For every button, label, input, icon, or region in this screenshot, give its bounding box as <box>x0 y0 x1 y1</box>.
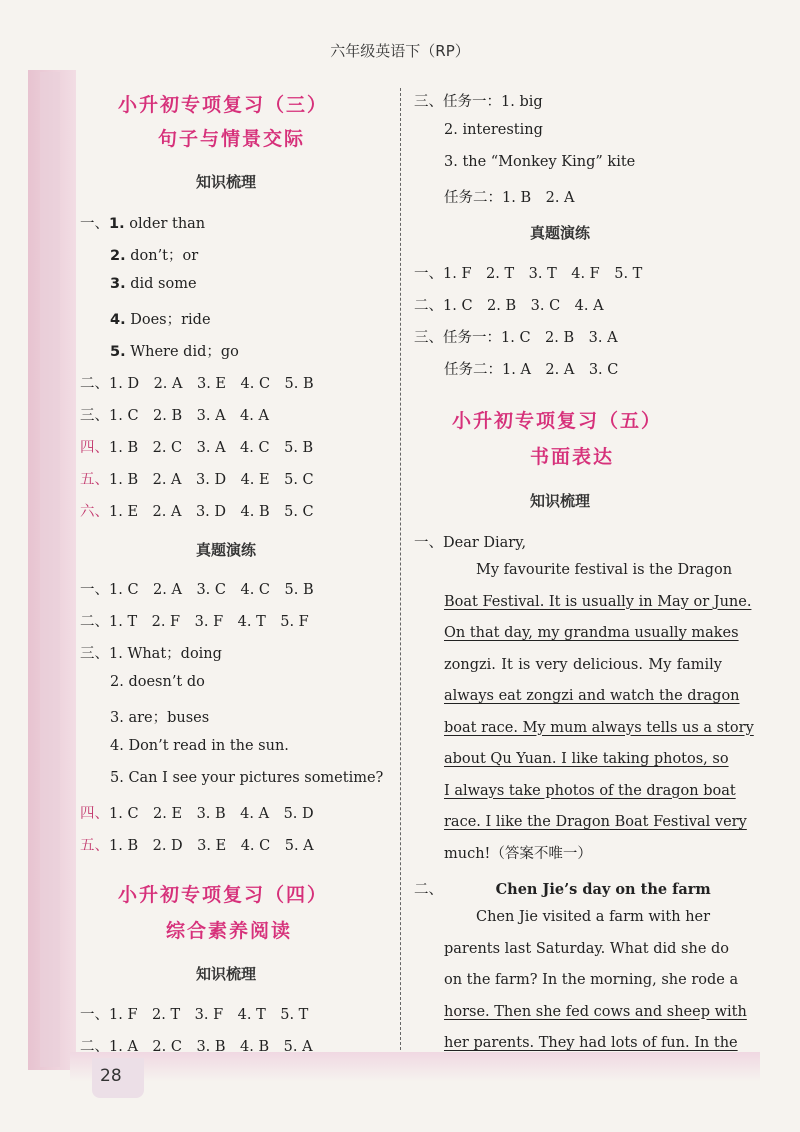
answer-line: 二、 Chen Jie’s day on the farm <box>414 881 711 898</box>
section-title-4: 小升初专项复习（四） <box>118 884 329 906</box>
essay-line: zongzi. It is very delicious. My family <box>444 656 722 673</box>
section-subtitle-3: 句子与情景交际 <box>158 128 306 150</box>
answer-line: 3. did some <box>110 276 197 292</box>
answer-line: 2. don’t；or <box>110 248 199 264</box>
heading-knowledge-2: 知识梳理 <box>196 965 257 983</box>
answer-line: 一、1. F 2. T 3. F 4. T 5. T <box>80 1007 309 1023</box>
answer-line: 三、1. What；doing <box>80 646 222 662</box>
answer-line: 五、1. B 2. D 3. E 4. C 5. A <box>80 838 314 854</box>
answer-line: 一、1. C 2. A 3. C 4. C 5. B <box>80 582 314 598</box>
essay-line: about Qu Yuan. I like taking photos, so <box>444 751 729 767</box>
essay-line: I always take photos of the dragon boat <box>444 782 736 799</box>
answer-line: 二、1. A 2. C 3. B 4. B 5. A <box>80 1039 313 1055</box>
essay-line: her parents. They had lots of fun. In the <box>444 1035 738 1051</box>
essay-line: parents last Saturday. What did she do <box>444 940 730 957</box>
answer-line: 3. are；buses <box>110 710 210 726</box>
essay-line: Chen Jie visited a farm with her <box>476 909 711 925</box>
answer-line: 五、1. B 2. A 3. D 4. E 5. C <box>80 472 314 488</box>
answer-line: 二、1. C 2. B 3. C 4. A <box>414 298 604 314</box>
answer-line: 4. Don’t read in the sun. <box>110 738 289 754</box>
answer-line: 一、Dear Diary, <box>414 535 527 551</box>
answer-line: 5. Where did；go <box>110 344 239 360</box>
section-subtitle-5: 书面表达 <box>530 446 615 468</box>
answer-line: 一、1. F 2. T 3. T 4. F 5. T <box>414 266 643 282</box>
essay-line: horse. Then she fed cows and sheep with <box>444 1003 747 1020</box>
heading-practice-1: 真题演练 <box>196 541 257 559</box>
essay-line: on the farm? In the morning, she rode a <box>444 972 739 988</box>
answer-line: 二、1. D 2. A 3. E 4. C 5. B <box>80 376 314 392</box>
heading-knowledge-1: 知识梳理 <box>196 173 257 191</box>
answer-line: 三、1. C 2. B 3. A 4. A <box>80 408 269 424</box>
heading-knowledge-3: 知识梳理 <box>530 492 591 510</box>
section-subtitle-4: 综合素养阅读 <box>166 920 293 942</box>
answer-line: 四、1. B 2. C 3. A 4. C 5. B <box>80 440 314 456</box>
answer-line: 一、1. older than <box>80 216 206 232</box>
column-divider <box>400 88 401 1050</box>
answer-line: 三、任务一：1. big <box>414 94 543 110</box>
answer-line: 六、1. E 2. A 3. D 4. B 5. C <box>80 504 314 520</box>
essay-line: On that day, my grandma usually makes <box>444 625 739 641</box>
heading-practice-2: 真题演练 <box>530 224 591 242</box>
answer-line: 二、1. T 2. F 3. F 4. T 5. F <box>80 614 309 630</box>
answer-line: 任务二：1. A 2. A 3. C <box>444 362 619 378</box>
answer-line: 2. interesting <box>444 122 543 138</box>
essay-two <box>444 902 747 1060</box>
essay-line: My favourite festival is the Dragon <box>476 562 733 578</box>
essay-line: boat race. My mum always tells us a story <box>444 719 754 736</box>
essay-line: Boat Festival. It is usually in May or June. <box>444 593 752 610</box>
answer-line: 任务二：1. B 2. A <box>444 190 575 206</box>
essay-line: always eat zongzi and watch the dragon <box>444 688 740 704</box>
answer-line: 三、任务一：1. C 2. B 3. A <box>414 330 618 346</box>
answer-line: 2. doesn’t do <box>110 674 205 690</box>
essay-line: much!（答案不唯一） <box>444 845 592 862</box>
answer-line: 4. Does；ride <box>110 312 211 328</box>
answer-line: 3. the “Monkey King” kite <box>444 154 636 170</box>
answer-line: 四、1. C 2. E 3. B 4. A 5. D <box>80 806 314 822</box>
essay-title: Chen Jie’s day on the farm <box>495 881 711 898</box>
decorative-side-stripe <box>40 72 60 1067</box>
page-header: 六年级英语下（RP） <box>330 42 470 60</box>
answer-line: 5. Can I see your pictures sometime? <box>110 770 384 786</box>
section-title-5: 小升初专项复习（五） <box>452 410 663 432</box>
essay-one <box>444 555 754 870</box>
essay-line: race. I like the Dragon Boat Festival very <box>444 814 747 830</box>
section-title-3: 小升初专项复习（三） <box>118 94 329 116</box>
page-number: 28 <box>100 1066 122 1086</box>
